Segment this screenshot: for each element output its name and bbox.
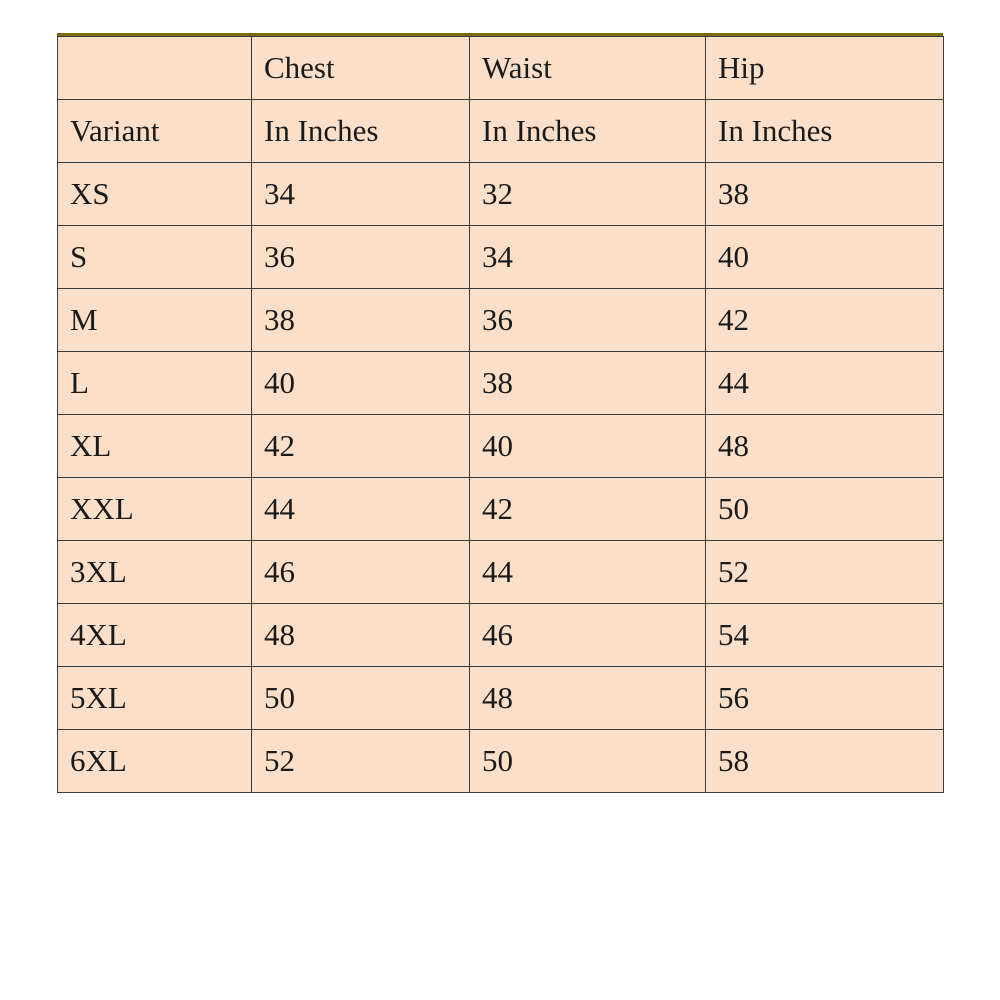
cell-waist: 48 <box>470 667 706 730</box>
cell-variant: XL <box>58 415 252 478</box>
cell-waist: 46 <box>470 604 706 667</box>
table-row <box>58 352 944 415</box>
cell-hip: 58 <box>706 730 944 793</box>
cell-chest: 40 <box>252 352 470 415</box>
cell-waist: 36 <box>470 289 706 352</box>
table-header-row-measurements <box>58 37 944 100</box>
table-row <box>58 226 944 289</box>
cell-variant: XXL <box>58 478 252 541</box>
cell-variant: 5XL <box>58 667 252 730</box>
cell-chest: 46 <box>252 541 470 604</box>
table-row <box>58 730 944 793</box>
header-cell-chest-unit: In Inches <box>252 100 470 163</box>
cell-waist: 50 <box>470 730 706 793</box>
header-cell-waist-unit: In Inches <box>470 100 706 163</box>
table-row <box>58 415 944 478</box>
cell-waist: 38 <box>470 352 706 415</box>
size-chart-table-wrapper <box>57 36 943 793</box>
cell-waist: 42 <box>470 478 706 541</box>
header-cell-chest: Chest <box>252 37 470 100</box>
table-row <box>58 541 944 604</box>
cell-waist: 34 <box>470 226 706 289</box>
cell-variant: 3XL <box>58 541 252 604</box>
cell-variant: 6XL <box>58 730 252 793</box>
cell-waist: 40 <box>470 415 706 478</box>
cell-variant: S <box>58 226 252 289</box>
cell-chest: 38 <box>252 289 470 352</box>
table-row <box>58 289 944 352</box>
table-row <box>58 604 944 667</box>
header-cell-empty <box>58 37 252 100</box>
header-cell-hip: Hip <box>706 37 944 100</box>
cell-hip: 52 <box>706 541 944 604</box>
cell-chest: 36 <box>252 226 470 289</box>
cell-waist: 44 <box>470 541 706 604</box>
cell-chest: 48 <box>252 604 470 667</box>
cell-chest: 50 <box>252 667 470 730</box>
cell-chest: 44 <box>252 478 470 541</box>
header-cell-hip-unit: In Inches <box>706 100 944 163</box>
table-header-row-units <box>58 100 944 163</box>
cell-variant: M <box>58 289 252 352</box>
cell-hip: 48 <box>706 415 944 478</box>
size-chart-table <box>57 36 944 793</box>
cell-chest: 52 <box>252 730 470 793</box>
cell-chest: 34 <box>252 163 470 226</box>
table-row <box>58 163 944 226</box>
cell-hip: 56 <box>706 667 944 730</box>
cell-chest: 42 <box>252 415 470 478</box>
cell-hip: 38 <box>706 163 944 226</box>
cell-variant: L <box>58 352 252 415</box>
cell-hip: 50 <box>706 478 944 541</box>
cell-variant: 4XL <box>58 604 252 667</box>
header-cell-waist: Waist <box>470 37 706 100</box>
cell-hip: 44 <box>706 352 944 415</box>
header-cell-variant: Variant <box>58 100 252 163</box>
cell-hip: 54 <box>706 604 944 667</box>
cell-hip: 42 <box>706 289 944 352</box>
cell-hip: 40 <box>706 226 944 289</box>
cell-waist: 32 <box>470 163 706 226</box>
table-row <box>58 478 944 541</box>
cell-variant: XS <box>58 163 252 226</box>
table-row <box>58 667 944 730</box>
